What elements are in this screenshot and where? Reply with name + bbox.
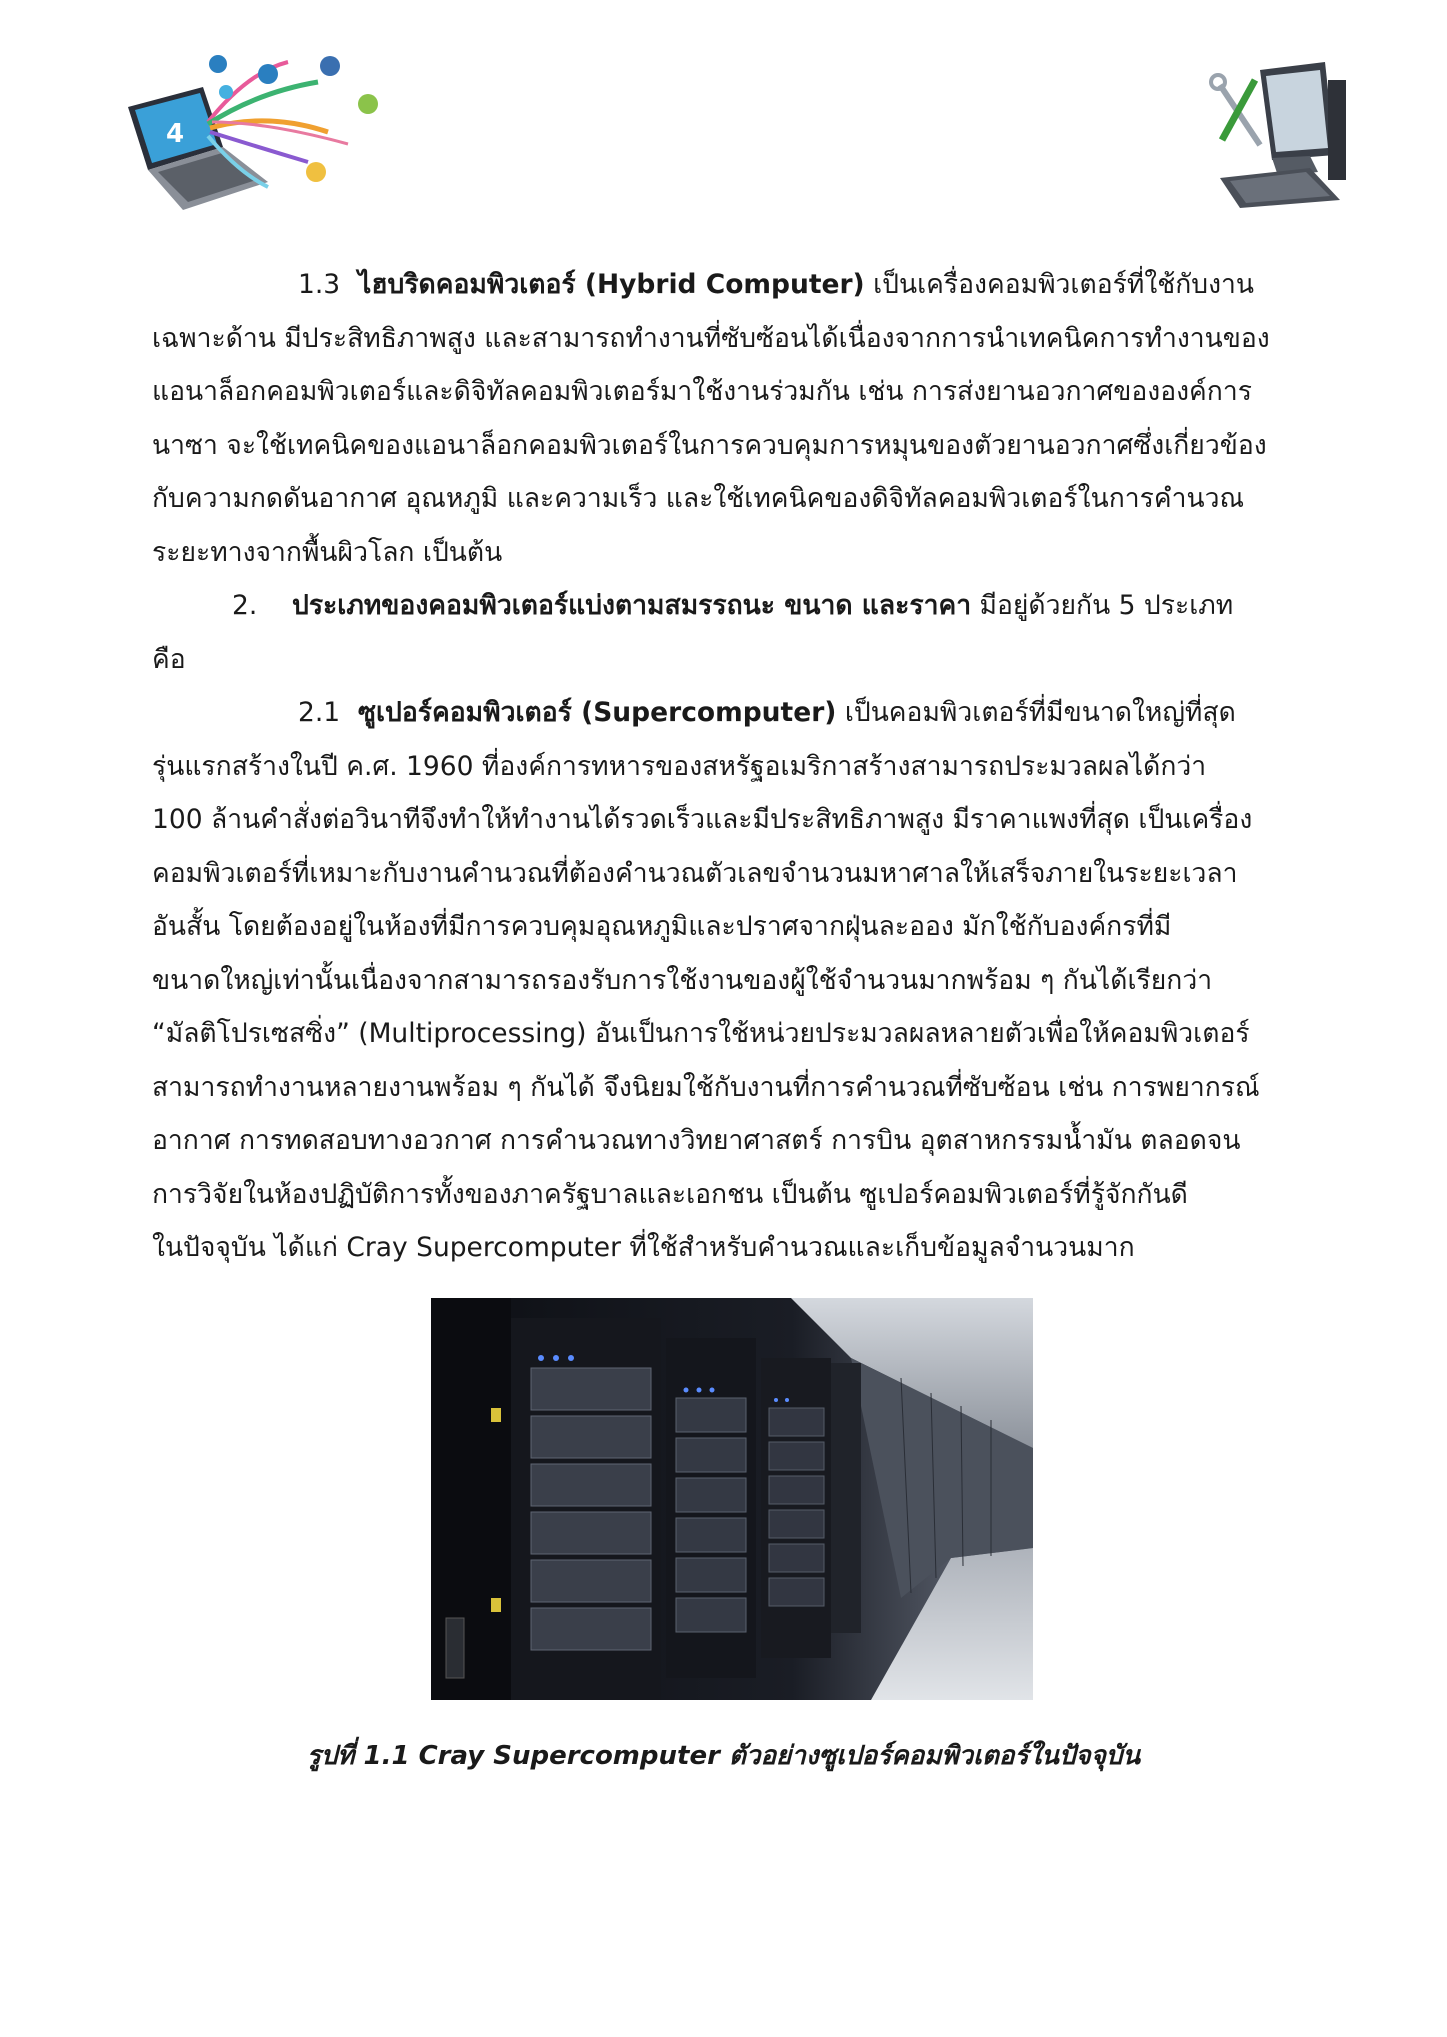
text-line: อากาศ การทดสอบทางอวกาศ การคำนวณทางวิทยาศาสตร์ การบิน อุตสาหกรรมน้ำมัน ตลอดจน xyxy=(152,1125,1241,1156)
desktop-computer-with-tools-icon xyxy=(1200,60,1350,210)
section-number: 1.3 xyxy=(298,269,341,300)
section-heading: ไฮบริดคอมพิวเตอร์ (Hybrid Computer) xyxy=(358,269,865,300)
section-1-3 xyxy=(152,258,1312,579)
section-number: 2. xyxy=(232,590,258,621)
figure-caption: รูปที่ 1.1 Cray Supercomputer ตัวอย่างซูเปอร์คอมพิวเตอร์ในปัจจุบัน xyxy=(306,1741,1141,1771)
section-heading: ประเภทของคอมพิวเตอร์แบ่งตามสมรรถนะ ขนาด และราคา xyxy=(292,590,972,621)
text-line: นาซา จะใช้เทคนิคของแอนาล็อกคอมพิวเตอร์ในการควบคุมการหมุนของตัวยานอวกาศซึ่งเกี่ยวข้อง xyxy=(152,429,1267,461)
text-line: คือ xyxy=(152,643,186,675)
laptop-with-arrows-icon xyxy=(118,52,398,212)
text-line: เฉพาะด้าน มีประสิทธิภาพสูง และสามารถทำงานที่ซับซ้อนได้เนื่องจากการนำเทคนิคการทำงานของ xyxy=(152,322,1270,354)
text-line: ระยะทางจากพื้นผิวโลก เป็นต้น xyxy=(152,536,503,568)
section-2 xyxy=(152,579,1312,686)
laptop-badge: 4 xyxy=(166,119,185,149)
section-number: 2.1 xyxy=(298,697,341,728)
text-line: ขนาดใหญ่เท่านั้นเนื่องจากสามารถรองรับการใช้งานของผู้ใช้จำนวนมากพร้อม ๆ กันได้เรียกว่า xyxy=(152,964,1213,996)
text-line: อันสั้น โดยต้องอยู่ในห้องที่มีการควบคุมอุณหภูมิและปราศจากฝุ่นละออง มักใช้กับองค์กรที่มี xyxy=(152,911,1172,942)
text-line: เป็นคอมพิวเตอร์ที่มีขนาดใหญ่ที่สุด xyxy=(844,697,1236,728)
text-line: การวิจัยในห้องปฏิบัติการทั้งของภาครัฐบาลและเอกชน เป็นต้น ซูเปอร์คอมพิวเตอร์ที่รู้จักกันดี xyxy=(152,1178,1188,1210)
section-2-1 xyxy=(152,686,1312,1275)
text-line: รุ่นแรกสร้างในปี ค.ศ. 1960 ที่องค์การทหารของสหรัฐอเมริกาสร้างสามารถประมวลผลได้กว่า xyxy=(152,750,1207,782)
text-line: กับความกดดันอากาศ อุณหภูมิ และความเร็ว และใช้เทคนิคของดิจิทัลคอมพิวเตอร์ในการคำนวณ xyxy=(152,483,1245,514)
text-line: เป็นเครื่องคอมพิวเตอร์ที่ใช้กับงาน xyxy=(873,269,1255,300)
section-heading: ซูเปอร์คอมพิวเตอร์ (Supercomputer) xyxy=(358,697,837,728)
text-line: 100 ล้านคำสั่งต่อวินาทีจึงทำให้ทำงานได้รวดเร็วและมีประสิทธิภาพสูง มีราคาแพงที่สุด เป็นเครื่อง xyxy=(152,804,1253,835)
text-line: “มัลติโปรเซสซิ่ง” (Multiprocessing) อันเป็นการใช้หน่วยประมวลผลหลายตัวเพื่อให้คอมพิวเตอร์ xyxy=(152,1018,1250,1049)
text-line: มีอยู่ด้วยกัน 5 ประเภท xyxy=(979,590,1234,621)
text-line: แอนาล็อกคอมพิวเตอร์และดิจิทัลคอมพิวเตอร์มาใช้งานร่วมกัน เช่น การส่งยานอวกาศขององค์การ xyxy=(152,376,1252,407)
text-line: สามารถทำงานหลายงานพร้อม ๆ กันได้ จึงนิยมใช้กับงานที่การคำนวณที่ซับซ้อน เช่น การพยากรณ์ xyxy=(152,1071,1260,1103)
text-line: คอมพิวเตอร์ที่เหมาะกับงานคำนวณที่ต้องคำนวณตัวเลขจำนวนมหาศาลให้เสร็จภายในระยะเวลา xyxy=(152,857,1238,889)
document-body xyxy=(152,258,1312,1275)
supercomputer-photo xyxy=(431,1298,1033,1700)
text-line: ในปัจจุบัน ได้แก่ Cray Supercomputer ที่ใช้สำหรับคำนวณและเก็บข้อมูลจำนวนมาก xyxy=(152,1232,1135,1263)
